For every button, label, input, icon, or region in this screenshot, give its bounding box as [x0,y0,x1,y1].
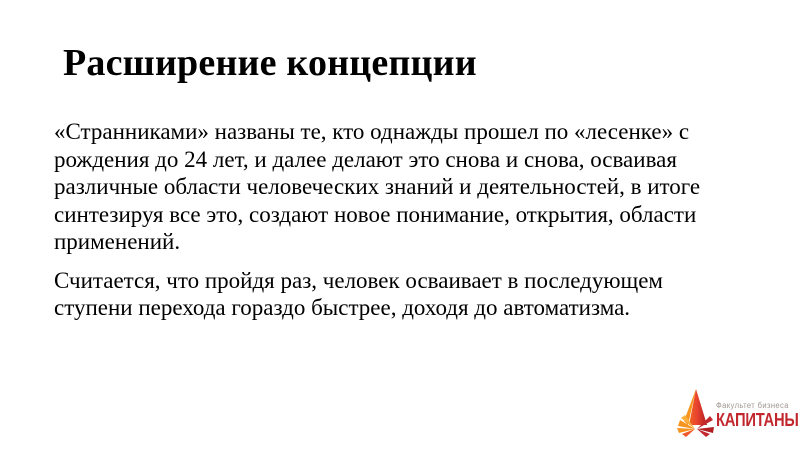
text-line: различные области человеческих знаний и деятельностей, в итоге [54,174,701,199]
text-line: ступени перехода гораздо быстрее, доходя до автоматизма. [54,295,631,320]
logo-brand: КАПИТАНЫ [716,410,799,430]
kapitany-sail-icon [676,388,716,438]
slide-title: Расширение концепции [63,42,477,84]
text-line: рождения до 24 лет, и далее делают это снова и снова, осваивая [54,146,677,172]
text-line: «Странниками» названы те, кто однажды прошел по «лесенке» с [54,119,690,144]
paragraph [54,267,700,322]
slide-body [54,118,700,322]
text-line: Считается, что пройдя раз, человек осваивает в последующем [54,267,663,293]
kapitany-logo [676,388,800,438]
text-line: применений. [54,229,181,254]
logo-text-block [716,388,800,429]
paragraph [54,118,700,256]
text-line: синтезируя все это, создают новое понимание, открытия, области [54,201,697,227]
logo-subtitle: Факультет бизнеса [716,401,789,410]
